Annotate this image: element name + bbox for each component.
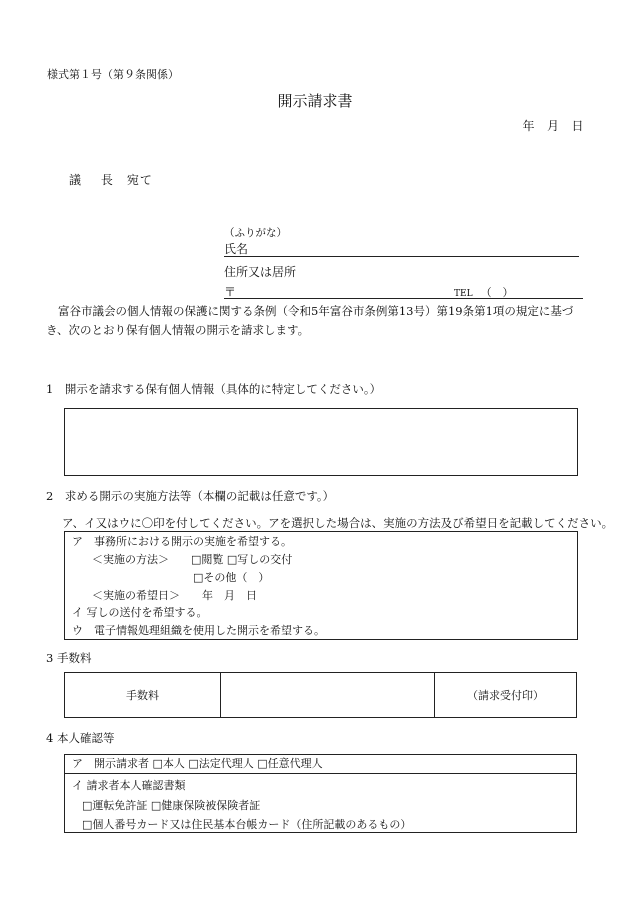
page-title: 開示請求書	[277, 92, 353, 110]
option-i-row[interactable]: イ 写しの送付を希望する。	[72, 606, 208, 619]
tel-field[interactable]	[454, 284, 514, 300]
disclosure-method-box	[64, 531, 578, 640]
preferred-date-row[interactable]: ＜実施の希望日＞ 年 月 日	[92, 589, 257, 602]
tel-label: TEL	[454, 289, 473, 299]
postal-mark: 〒	[224, 285, 237, 299]
intro-paragraph: 富谷市議会の個人情報の保護に関する条例（令和5年富谷市条例第13号）第19条第1項の規定に基づき、次のとおり保有個人情報の開示を請求します。	[46, 304, 574, 337]
tel-paren: （ ）	[480, 286, 514, 299]
date-day-label: 日	[571, 119, 584, 133]
date-month-label: 月	[546, 119, 560, 133]
section3-heading: 3 手数料	[46, 651, 92, 665]
stamp-cell	[435, 673, 576, 717]
addressee-suffix: 宛て	[126, 173, 153, 187]
request-date	[510, 117, 584, 134]
addressee	[69, 171, 153, 188]
fee-table	[64, 672, 577, 718]
id-documents-heading: イ 請求者本人確認書類	[72, 779, 186, 792]
requested-info-box[interactable]	[64, 408, 578, 476]
method-row[interactable]: ＜実施の方法＞ □閲覧 □写しの交付	[92, 553, 293, 566]
name-field[interactable]	[224, 240, 579, 257]
option-u-row[interactable]: ウ 電子情報処理組織を使用した開示を希望する。	[72, 624, 325, 637]
furigana-label: （ふりがな）	[224, 227, 287, 239]
id-documents-row-1[interactable]: □運転免許証 □健康保険被保険者証	[82, 799, 261, 812]
method-other-row[interactable]: □その他（ ）	[193, 571, 270, 584]
fee-label-cell	[65, 673, 221, 717]
section2-note: ア、イ又はウに〇印を付してください。アを選択した場合は、実施の方法及び希望日を記載してください。	[62, 516, 614, 530]
name-label: 氏名	[224, 242, 249, 256]
requester-type-row[interactable]: ア 開示請求者 □本人 □法定代理人 □任意代理人	[65, 755, 576, 774]
form-number: 様式第１号（第９条関係）	[47, 68, 179, 81]
addressee-title: 議 長	[69, 173, 121, 187]
date-year-label: 年	[522, 119, 535, 133]
option-a-row[interactable]: ア 事務所における開示の実施を希望する。	[72, 535, 292, 548]
section1-heading: 1 開示を請求する保有個人情報（具体的に特定してください。）	[46, 382, 382, 396]
fee-amount-cell[interactable]	[221, 673, 435, 717]
section2-heading: 2 求める開示の実施方法等（本欄の記載は任意です。）	[46, 489, 335, 503]
identity-box	[64, 754, 577, 833]
section4-heading: 4 本人確認等	[46, 731, 115, 745]
id-documents-row-2[interactable]: □個人番号カード又は住民基本台帳カード（住所記載のあるもの）	[82, 818, 412, 831]
fee-label: 手数料	[126, 689, 159, 702]
address-label: 住所又は居所	[224, 265, 297, 279]
address-field[interactable]	[224, 283, 583, 299]
stamp-label: （請求受付印）	[467, 689, 544, 702]
